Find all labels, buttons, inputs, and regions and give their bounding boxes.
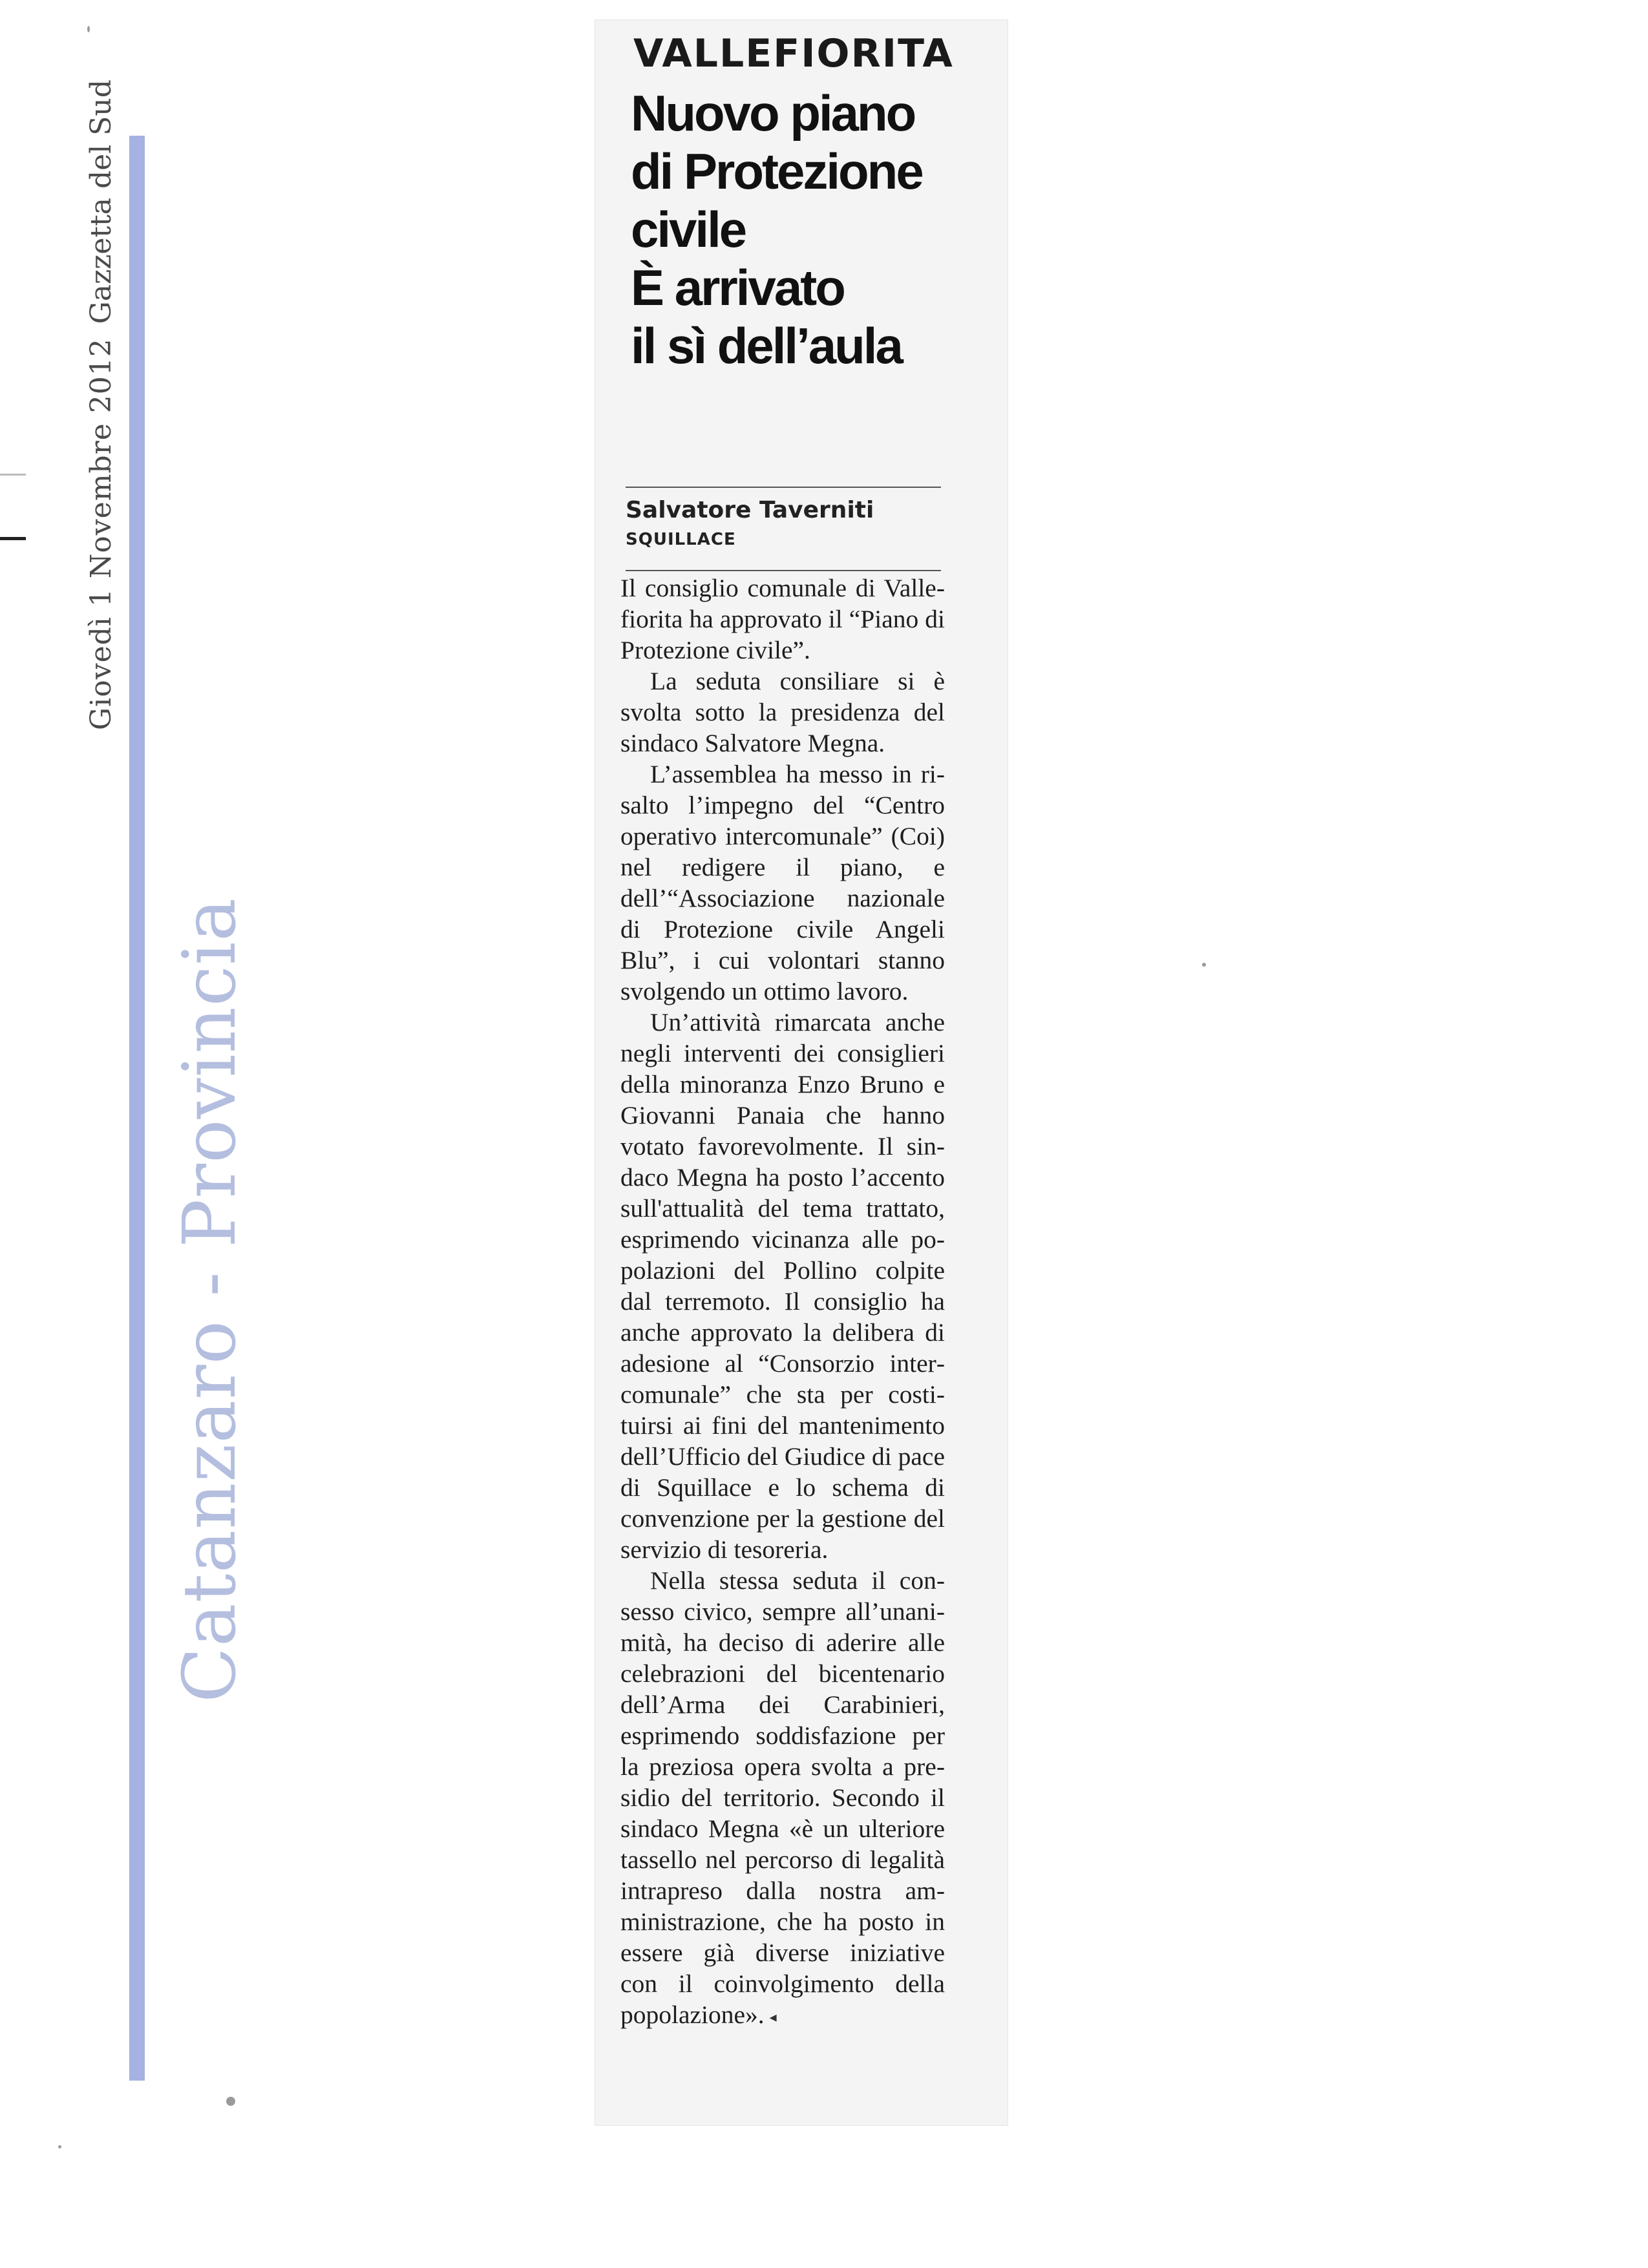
article-author: Salvatore Taverniti — [626, 497, 874, 523]
article-paragraph: La seduta consiliare si è svolta sotto la presidenza del sindaco Salvatore Megna. — [620, 667, 945, 757]
section-title: Catanzaro - Provincia — [168, 897, 252, 1703]
headline-line: il sì dell’aula — [631, 317, 902, 374]
article-paragraph: L’assemblea ha messo in risalto l’impegno del “Centro operativo intercomunale” (Coi) nel redigere il piano, e dell’“Associazione nazionale di Protezione civile Angeli Blu”, i cui volontari stanno svolgendo un ottimo lavoro. — [620, 760, 945, 1005]
newspaper-name: Gazzetta del Sud — [85, 79, 118, 324]
headline-line: di Protezione — [631, 143, 922, 200]
byline-divider-bottom — [626, 570, 941, 571]
article-paragraph-text: Nella stessa seduta il consesso civico, sempre all’unanimità, ha deciso di aderire alle celebrazioni del bicentenario dell’Arma dei Carabinieri, esprimendo soddisfazione per la preziosa opera svolta a presidio del territorio. Secondo il sindaco Megna «è un ulteriore tassello nel percorso di legalità intrapreso dalla nostra amministrazione, che ha posto in essere già diverse iniziative con il coinvolgimento della popolazione». — [620, 1566, 945, 2029]
article-clipping — [595, 19, 1008, 2126]
scan-speck — [58, 2145, 61, 2148]
scan-speck — [226, 2097, 235, 2106]
section-accent-rule — [129, 136, 145, 2081]
publication-dateline — [79, 0, 124, 730]
article-body — [620, 572, 945, 2033]
publication-date: Giovedì 1 Novembre 2012 — [85, 338, 118, 730]
article-headline — [631, 84, 1012, 375]
headline-line: Nuovo piano — [631, 85, 915, 142]
byline-divider-top — [626, 487, 941, 488]
article-paragraph: Un’attività rimarcata anche negli interventi dei consiglieri della minoranza Enzo Bruno e Giovanni Panaia che hanno votato favorevolmente. Il sindaco Megna ha posto l’accento sull'attualità del tema trattato, esprimendo vicinanza alle popolazioni del Pollino colpite dal terremoto. Il consiglio ha anche approvato la delibera di adesione al “Consorzio intercomunale” che sta per costituirsi ai fini del mantenimento dell’Ufficio del Giudice di pace di Squillace e lo schema di convenzione per la gestione del servizio di tesoreria. — [620, 1008, 945, 1564]
scan-speck — [1202, 963, 1206, 967]
article-paragraph: Il consiglio comunale di Vallefiorita ha approvato il “Piano di Protezione civile”. — [620, 574, 945, 664]
headline-line: civile — [631, 201, 746, 258]
headline-line: È arrivato — [631, 259, 844, 316]
article-place: SQUILLACE — [626, 530, 736, 549]
end-of-article-icon: ◂ — [769, 2008, 777, 2025]
article-kicker: VALLEFIORITA — [633, 31, 954, 76]
scan-edge-mark — [0, 474, 26, 540]
article-paragraph-last — [620, 1565, 945, 2033]
